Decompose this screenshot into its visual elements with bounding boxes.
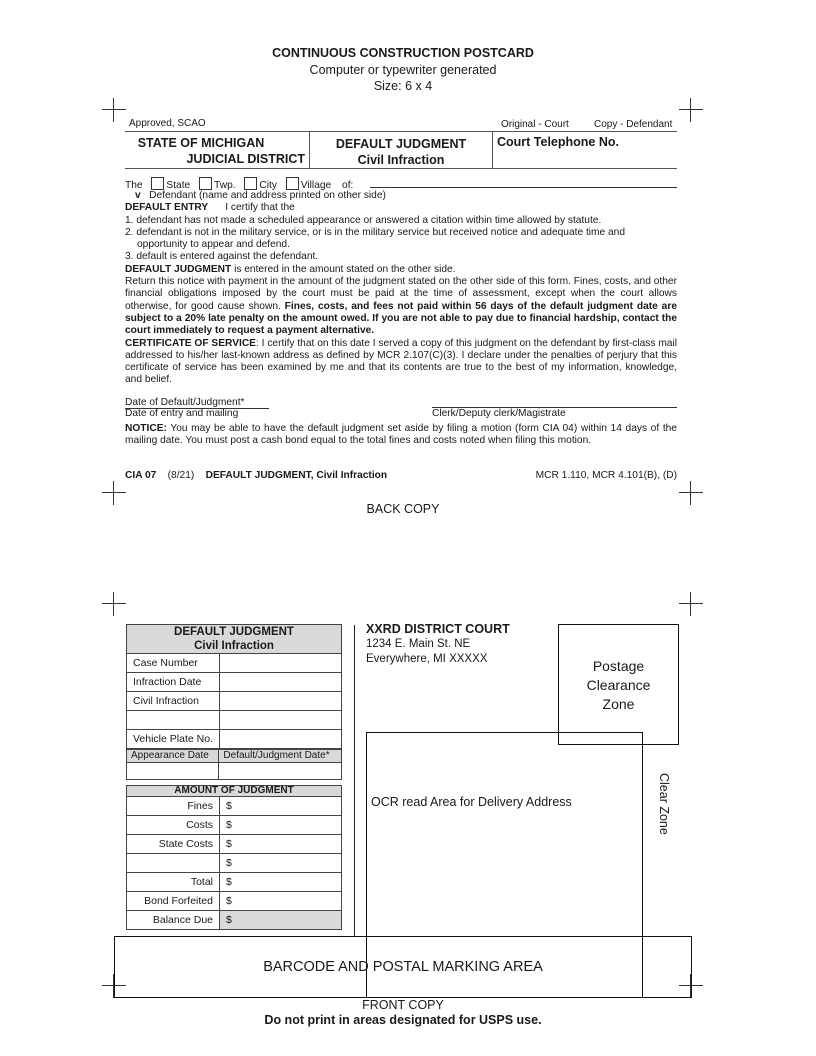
crop-mark-icon — [679, 592, 703, 616]
clear-zone-label: Clear Zone — [657, 773, 671, 835]
costs-label: Costs — [127, 816, 220, 835]
court-telephone-label: Court Telephone No. — [497, 135, 619, 149]
infraction-date-label: Infraction Date — [127, 673, 220, 692]
appearance-date-field[interactable] — [127, 763, 219, 780]
appearance-date-header: Appearance Date — [127, 750, 219, 763]
table-row — [127, 854, 342, 873]
case-table-header — [127, 625, 342, 654]
court-address-line2: Everywhere, MI XXXXX — [366, 653, 488, 665]
table-row — [127, 892, 342, 911]
postage-clearance-zone — [558, 624, 679, 745]
other-amount-field[interactable]: $ — [220, 854, 342, 873]
state-costs-field[interactable]: $ — [220, 835, 342, 854]
case-info-table — [126, 624, 342, 749]
civil-infraction-label: Civil Infraction — [127, 692, 220, 711]
form-subtitle: Civil Infraction — [357, 153, 445, 167]
fines-field[interactable]: $ — [220, 797, 342, 816]
amount-table-title: AMOUNT OF JUDGMENT — [127, 786, 342, 797]
distribution-original: Original - Court — [501, 119, 569, 130]
case-table-title: DEFAULT JUDGMENT — [174, 626, 294, 638]
form-title-block — [310, 136, 492, 168]
table-row — [127, 911, 342, 930]
form-revision-date: (8/21) — [167, 470, 195, 481]
checkbox-city[interactable] — [244, 177, 257, 190]
form-title: DEFAULT JUDGMENT — [335, 137, 467, 151]
return-text: Return this notice with payment in the amount of the judgment stated on the other side of this form. Fines, costs, and other financial obligations imposed by the court must be paid at the time of assessment, except when the court allows otherwise, for good cause shown. — [125, 276, 677, 312]
crop-mark-icon — [679, 98, 703, 122]
plaintiff-of-label: of: — [342, 180, 354, 191]
late-penalty-warning: Fines, costs, and fees not paid within 56 days of the default judgment date are subject to a 20% late penalty on the amount owed. If you are not able to pay due to financial hardship, contact the court immediately to request a payment alternative. — [125, 300, 677, 337]
header-top-rule — [125, 131, 677, 132]
table-row — [127, 673, 342, 692]
notice-block — [125, 423, 677, 448]
back-body — [125, 190, 677, 387]
table-row — [127, 873, 342, 892]
option-village-label: Village — [300, 180, 332, 191]
table-row — [127, 835, 342, 854]
date-default-field[interactable]: Date of Default/Judgment* — [125, 397, 269, 409]
default-judgment-date-header: Default/Judgment Date* — [219, 750, 342, 763]
blank-amount-label — [127, 854, 220, 873]
default-judgment-text: is entered in the amount stated on the other side. — [234, 263, 456, 275]
fines-label: Fines — [127, 797, 220, 816]
table-row — [127, 816, 342, 835]
form-footer — [125, 470, 387, 481]
bond-forfeited-label: Bond Forfeited — [127, 892, 220, 911]
front-copy-label: FRONT COPY — [362, 998, 444, 1012]
form-id: CIA 07 — [125, 470, 157, 481]
certify-item-2: 2. defendant is not in the military service, or is in the military service but received notice and adequate time and — [125, 226, 626, 238]
barcode-area-label: BARCODE AND POSTAL MARKING AREA — [263, 959, 543, 975]
civil-infraction-field-2[interactable] — [220, 711, 342, 730]
judicial-district: JUDICIAL DISTRICT — [186, 152, 305, 166]
header-bottom-rule — [125, 168, 677, 169]
bond-forfeited-field[interactable]: $ — [220, 892, 342, 911]
court-address-line1: 1234 E. Main St. NE — [366, 638, 471, 650]
ocr-area-label: OCR read Area for Delivery Address — [371, 795, 572, 809]
option-city-label: City — [259, 180, 277, 191]
postage-zone-label: Postage Clearance Zone — [586, 658, 651, 712]
vehicle-plate-label: Vehicle Plate No. — [127, 730, 220, 749]
table-row — [127, 692, 342, 711]
default-entry-text: I certify that the — [225, 202, 295, 214]
plaintiff-prefix: The — [125, 180, 143, 191]
table-row — [127, 711, 342, 730]
court-state-block — [125, 135, 305, 167]
case-number-label: Case Number — [127, 654, 220, 673]
case-number-field[interactable] — [220, 654, 342, 673]
page-subtitle: Computer or typewriter generated — [309, 63, 497, 77]
front-divider — [354, 625, 355, 936]
vehicle-plate-field[interactable] — [220, 730, 342, 749]
defendant-text: Defendant (name and address printed on other side) — [149, 190, 386, 201]
notice-text: You may be able to have the default judgment set aside by filing a motion (form CIA 04) within 14 days of the mailing date. You must post a cash bond equal to the total fines and costs noted when filing this motion. — [125, 423, 677, 447]
page-title: CONTINUOUS CONSTRUCTION POSTCARD — [272, 46, 534, 60]
barcode-postal-marking-area — [114, 936, 692, 998]
costs-field[interactable]: $ — [220, 816, 342, 835]
checkbox-state[interactable] — [151, 177, 164, 190]
default-judgment-heading: DEFAULT JUDGMENT — [125, 263, 232, 275]
amount-table — [126, 785, 342, 930]
table-row — [127, 654, 342, 673]
crop-mark-icon — [102, 98, 126, 122]
balance-due-label: Balance Due — [127, 911, 220, 930]
date-entry-label: Date of entry and mailing — [125, 408, 239, 419]
infraction-date-field[interactable] — [220, 673, 342, 692]
checkbox-twp[interactable] — [199, 177, 212, 190]
approved-label: Approved, SCAO — [129, 118, 206, 129]
case-table-subtitle: Civil Infraction — [194, 640, 274, 652]
plaintiff-line — [125, 177, 353, 191]
state-name: STATE OF MICHIGAN — [137, 136, 265, 150]
civil-infraction-field[interactable] — [220, 692, 342, 711]
total-label: Total — [127, 873, 220, 892]
default-judgment-date-field[interactable] — [219, 763, 342, 780]
usps-notice: Do not print in areas designated for USPS use. — [264, 1013, 542, 1027]
table-row — [127, 730, 342, 749]
option-twp-label: Twp. — [214, 180, 236, 191]
v-label: v — [135, 190, 141, 201]
dates-table — [126, 749, 342, 780]
blank-label — [127, 711, 220, 730]
crop-mark-icon — [102, 592, 126, 616]
back-copy-label: BACK COPY — [366, 502, 440, 516]
court-name: XXRD DISTRICT COURT — [366, 622, 510, 636]
distribution-copy: Copy - Defendant — [594, 119, 673, 130]
default-entry-heading: DEFAULT ENTRY — [125, 202, 209, 214]
checkbox-village[interactable] — [286, 177, 299, 190]
page-size: Size: 6 x 4 — [373, 79, 433, 93]
total-field[interactable]: $ — [220, 873, 342, 892]
certify-item-3: 3. default is entered against the defendant. — [125, 251, 319, 263]
notice-heading: NOTICE: — [125, 423, 167, 434]
certify-item-1: 1. defendant has not made a scheduled appearance or answered a citation within time allowed by statute. — [125, 214, 602, 226]
municipality-field[interactable] — [370, 187, 677, 188]
state-costs-label: State Costs — [127, 835, 220, 854]
divider — [492, 131, 493, 168]
certificate-text: : I certify that on this date I served a copy of this judgment on the defendant by first-class mail addressed to his/her last-known address as defined by MCR 2.107(C)(3). I declare under the penalties of perjury that this certificate of service has been examined by me and that its contents are true to the best of my information, knowledge, and belief. — [125, 337, 677, 386]
certificate-heading: CERTIFICATE OF SERVICE — [125, 337, 256, 349]
option-state-label: State — [166, 180, 191, 191]
balance-due-field[interactable]: $ — [220, 911, 342, 930]
clerk-label: Clerk/Deputy clerk/Magistrate — [432, 408, 566, 419]
footer-mcr: MCR 1.110, MCR 4.101(B), (D) — [535, 470, 677, 481]
table-row — [127, 797, 342, 816]
certify-item-2-cont: opportunity to appear and defend. — [137, 239, 290, 251]
footer-title: DEFAULT JUDGMENT, Civil Infraction — [205, 470, 388, 481]
